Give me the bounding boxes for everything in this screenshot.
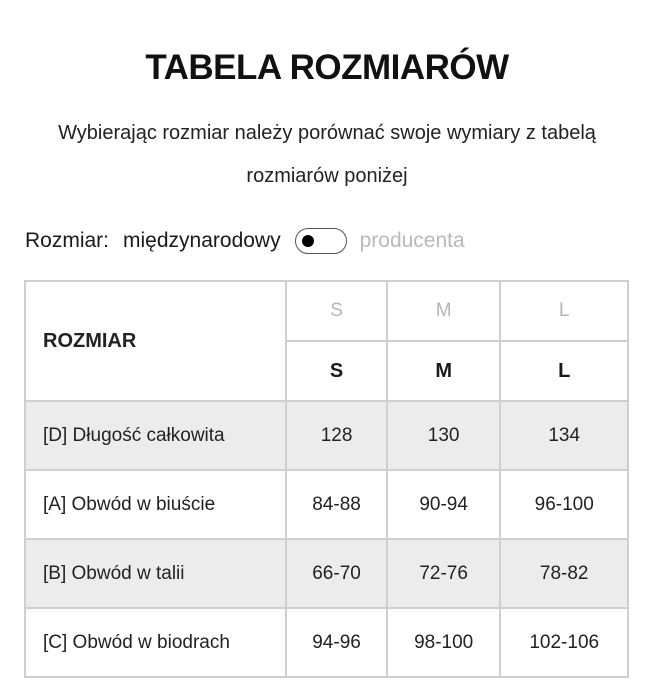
cell-value: 84-88 <box>286 470 387 539</box>
row-label: [D] Długość całkowita <box>25 401 286 470</box>
toggle-knob <box>302 235 314 247</box>
page-subtitle <box>20 112 634 198</box>
cell-value: 128 <box>286 401 387 470</box>
cell-value: 78-82 <box>500 539 628 608</box>
table-header-row-alt <box>25 281 628 341</box>
cell-value: 102-106 <box>500 608 628 677</box>
table-row <box>25 401 628 470</box>
table-row <box>25 608 628 677</box>
cell-value: 130 <box>387 401 501 470</box>
row-label: [A] Obwód w biuście <box>25 470 286 539</box>
cell-value: 66-70 <box>286 539 387 608</box>
size-switch-label: Rozmiar: <box>25 229 110 252</box>
row-label: [B] Obwód w talii <box>25 539 286 608</box>
row-label: [C] Obwód w biodrach <box>25 608 286 677</box>
subtitle-line-2: rozmiarów poniżej <box>246 165 408 187</box>
main-size-l: L <box>500 341 628 401</box>
size-table <box>24 280 629 678</box>
size-system-switch <box>25 224 465 258</box>
cell-value: 134 <box>500 401 628 470</box>
cell-value: 96-100 <box>500 470 628 539</box>
table-row <box>25 470 628 539</box>
option-international[interactable]: międzynarodowy <box>123 229 281 252</box>
cell-value: 90-94 <box>387 470 501 539</box>
alt-size-m: M <box>387 281 501 341</box>
table-row <box>25 539 628 608</box>
main-size-s: S <box>286 341 387 401</box>
table-header-label: ROZMIAR <box>25 281 286 401</box>
cell-value: 72-76 <box>387 539 501 608</box>
subtitle-line-1: Wybierając rozmiar należy porównać swoje wymiary z tabelą <box>58 122 596 144</box>
size-system-toggle[interactable] <box>295 228 347 254</box>
option-producer[interactable]: producenta <box>359 229 465 252</box>
cell-value: 94-96 <box>286 608 387 677</box>
cell-value: 98-100 <box>387 608 501 677</box>
main-size-m: M <box>387 341 501 401</box>
page-title: TABELA ROZMIARÓW <box>145 48 509 87</box>
alt-size-l: L <box>500 281 628 341</box>
alt-size-s: S <box>286 281 387 341</box>
